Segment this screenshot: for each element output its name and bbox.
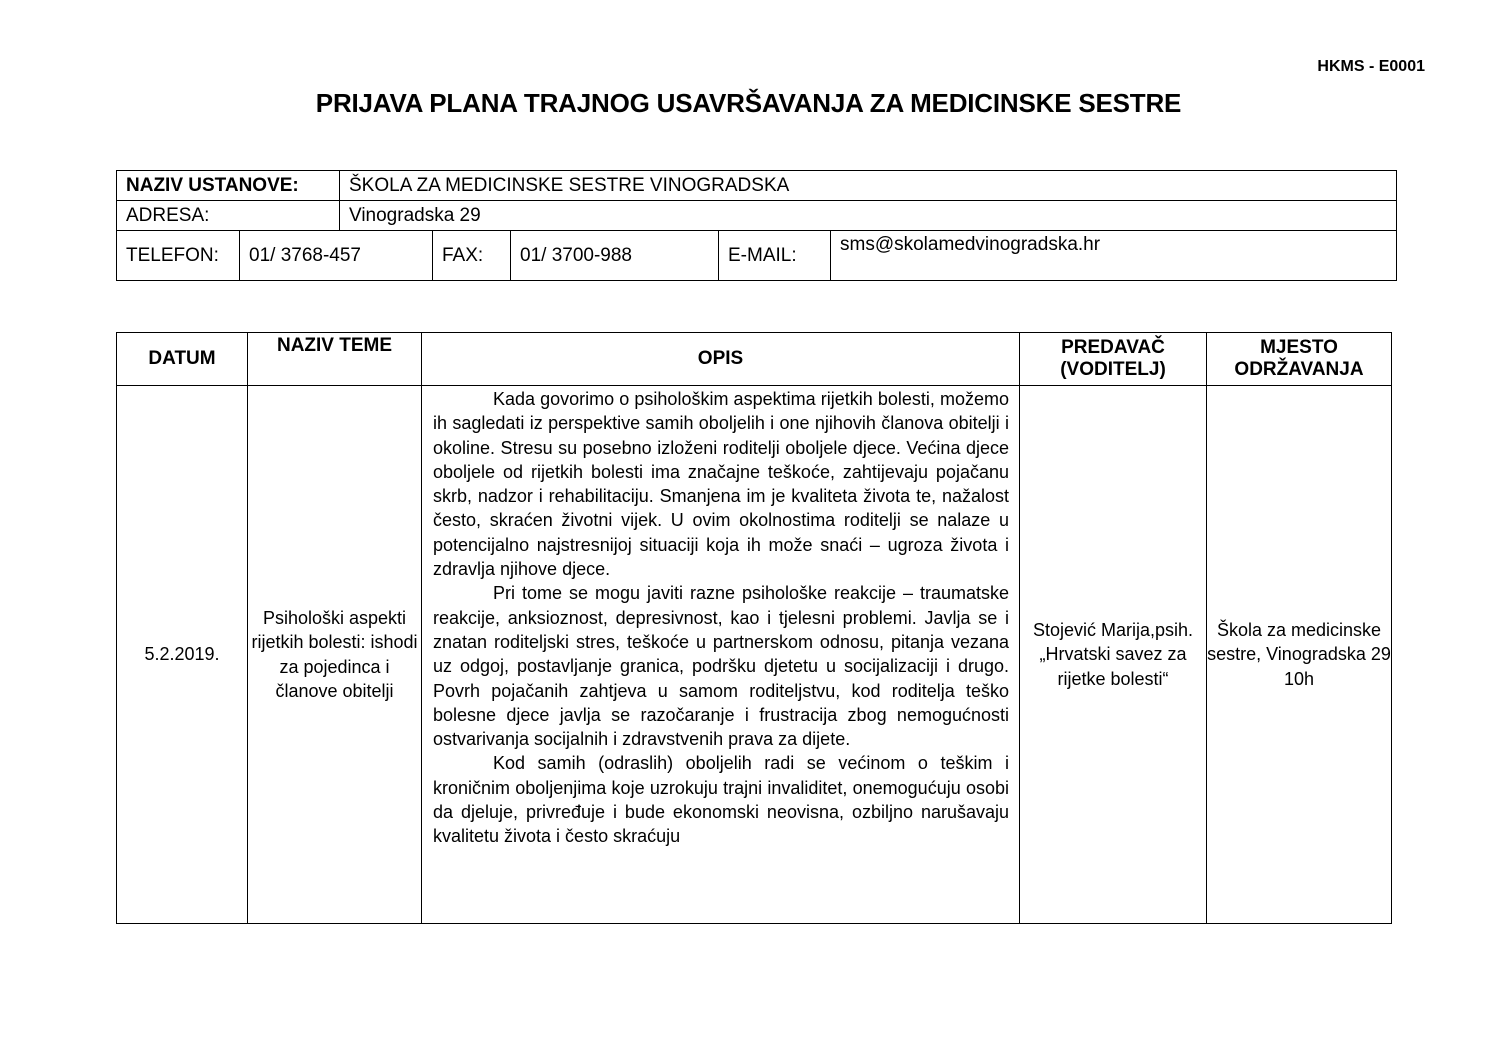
mjesto-time: 10h: [1283, 668, 1315, 689]
fax-value: 01/ 3700-988: [511, 231, 719, 281]
address-value: Vinogradska 29: [340, 201, 1397, 231]
header-predavac: PREDAVAČ (VODITELJ): [1020, 333, 1207, 386]
email-label: E-MAIL:: [719, 231, 831, 281]
opis-paragraph: Kod samih (odraslih) oboljelih radi se većinom o teškim i kroničnim oboljenjima koje uzrokuju trajni invaliditet, onemogućuju osobi da djeluje, privređuje i bude ekonomski neovisna, ozbiljno narušavaju kvalitetu života i često skraćuju: [433, 753, 1009, 847]
address-label: ADRESA:: [117, 201, 340, 231]
cell-datum: 5.2.2019.: [117, 386, 248, 924]
mjesto-location: Škola za medicinske sestre, Vinogradska 29: [1207, 620, 1391, 665]
training-plan-table: [116, 332, 1392, 924]
cell-naziv-teme: Psihološki aspekti rijetkih bolesti: ishodi za pojedinca i članove obitelji: [248, 386, 422, 924]
page-title: PRIJAVA PLANA TRAJNOG USAVRŠAVANJA ZA MEDICINSKE SESTRE: [315, 88, 1182, 118]
header-mjesto: MJESTO ODRŽAVANJA: [1207, 333, 1392, 386]
phone-label: TELEFON:: [117, 231, 240, 281]
opis-paragraph: Kada govorimo o psihološkim aspektima rijetkih bolesti, možemo ih sagledati iz perspektive samih oboljelih i one njihovih članova obitelji i okoline. Stresu su posebno izloženi roditelji oboljele djece. Većina djece oboljele od rijetkih bolesti ima značajne teškoće, zahtijevaju pojačanu skrb, nadzor i rehabilitaciju. Smanjena im je kvaliteta života te, nažalost često, skraćen životni vijek. U ovim okolnostima roditelji se nalaze u potencijalno najstresnijoj situaciji koja ih može snaći – ugroza života i zdravlja njihove djece.: [433, 389, 1009, 580]
cell-predavac: Stojević Marija,psih. „Hrvatski savez za rijetke bolesti“: [1020, 386, 1207, 924]
institution-name-label: NAZIV USTANOVE:: [117, 171, 340, 201]
header-opis: OPIS: [422, 333, 1020, 386]
opis-paragraph: Pri tome se mogu javiti razne psihološke reakcije – traumatske reakcije, anksioznost, depresivnost, kao i tjelesni problemi. Javlja se i znatan roditeljski stres, teškoće u partnerskom odnosu, pitanja vezana uz odgoj, postavljanje granica, podršku djetetu u socijalizaciji i drugo. Povrh pojačanih zahtjeva u samom roditeljstvu, kod roditelja teško bolesne djece javlja se razočaranje i frustracija zbog nemogućnosti ostvarivanja socijalnih i zdravstvenih prava za dijete.: [433, 583, 1009, 750]
header-datum: DATUM: [117, 333, 248, 386]
institution-name: ŠKOLA ZA MEDICINSKE SESTRE VINOGRADSKA: [340, 171, 1397, 201]
header-naziv-teme: NAZIV TEME: [248, 333, 422, 386]
table-row: [117, 386, 1392, 924]
cell-mjesto: [1207, 386, 1392, 924]
phone-value: 01/ 3768-457: [240, 231, 433, 281]
email-value: sms@skolamedvinogradska.hr: [831, 231, 1397, 281]
cell-opis: [422, 386, 1020, 924]
form-code: HKMS - E0001: [1317, 58, 1425, 75]
fax-label: FAX:: [433, 231, 511, 281]
institution-info-table: [116, 170, 1397, 281]
